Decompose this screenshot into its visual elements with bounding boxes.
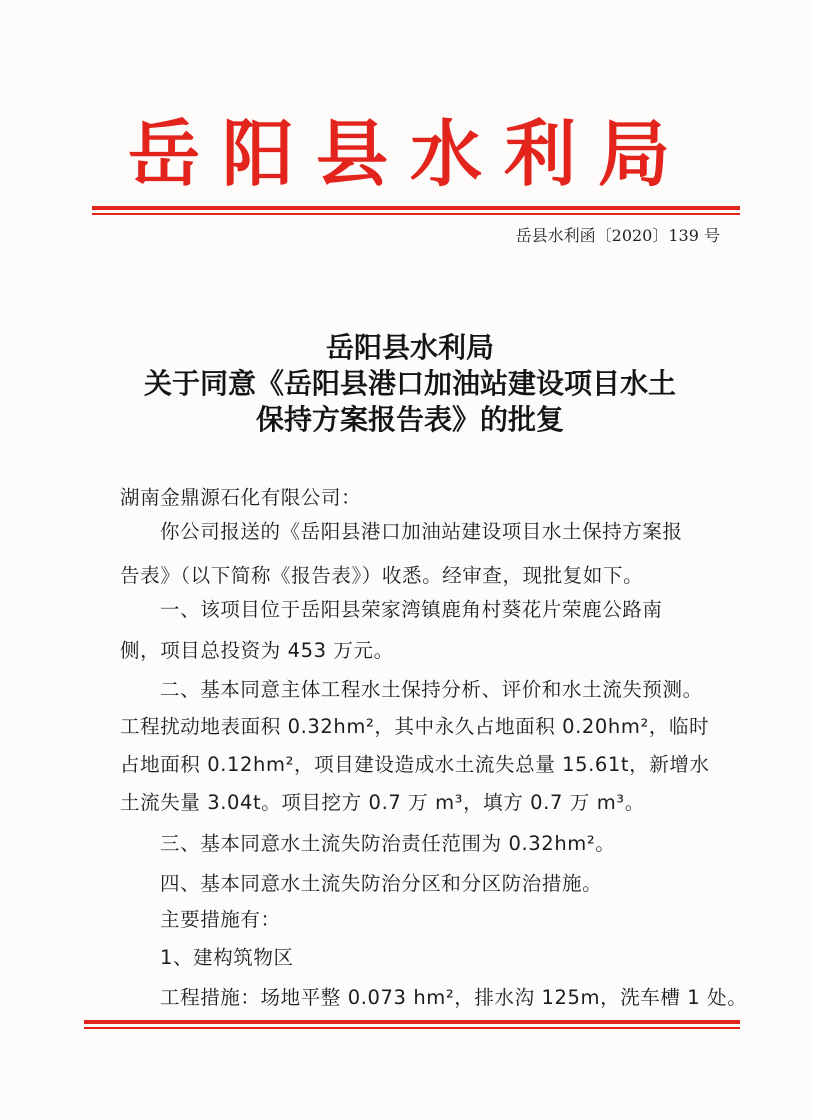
doc-title-line-2: 关于同意《岳阳县港口加油站建设项目水土: [143, 367, 676, 400]
body-line: 占地面积 0.12hm²，项目建设造成水土流失总量 15.61t，新增水: [120, 753, 710, 776]
letterhead-rule-thick: [92, 206, 740, 210]
body-line: 土流失量 3.04t。项目挖方 0.7 万 m³，填方 0.7 万 m³。: [120, 791, 645, 814]
body-line: 工程措施：场地平整 0.073 hm²，排水沟 125m，洗车槽 1 处。: [160, 986, 748, 1009]
addressee: 湖南金鼎源石化有限公司：: [120, 486, 362, 509]
body-line: 主要措施有：: [160, 908, 281, 931]
body-line: 工程扰动地表面积 0.32hm²，其中永久占地面积 0.20hm²，临时: [120, 715, 710, 738]
body-line: 你公司报送的《岳阳县港口加油站建设项目水土保持方案报: [160, 520, 683, 543]
footer-rule-thin: [84, 1027, 740, 1029]
body-line: 一、该项目位于岳阳县荣家湾镇鹿角村葵花片荣鹿公路南: [160, 598, 663, 621]
document-number: 岳县水利函〔2020〕139 号: [515, 226, 720, 245]
body-line: 告表》（以下简称《报告表》）收悉。经审查，现批复如下。: [120, 564, 644, 587]
letterhead-rule-thin: [92, 213, 740, 215]
body-line: 侧，项目总投资为 453 万元。: [120, 639, 394, 662]
body-line: 四、基本同意水土流失防治分区和分区防治措施。: [160, 872, 603, 895]
body-line: 1、建构筑物区: [160, 946, 294, 969]
body-line: 二、基本同意主体工程水土保持分析、评价和水土流失预测。: [160, 678, 703, 701]
doc-title-line-1: 岳阳县水利局: [325, 331, 494, 364]
doc-title-line-3: 保持方案报告表》的批复: [255, 403, 564, 436]
letterhead-title: 岳阳县水利局: [127, 111, 692, 196]
body-line: 三、基本同意水土流失防治责任范围为 0.32hm²。: [160, 832, 616, 855]
footer-rule-thick: [84, 1020, 740, 1024]
